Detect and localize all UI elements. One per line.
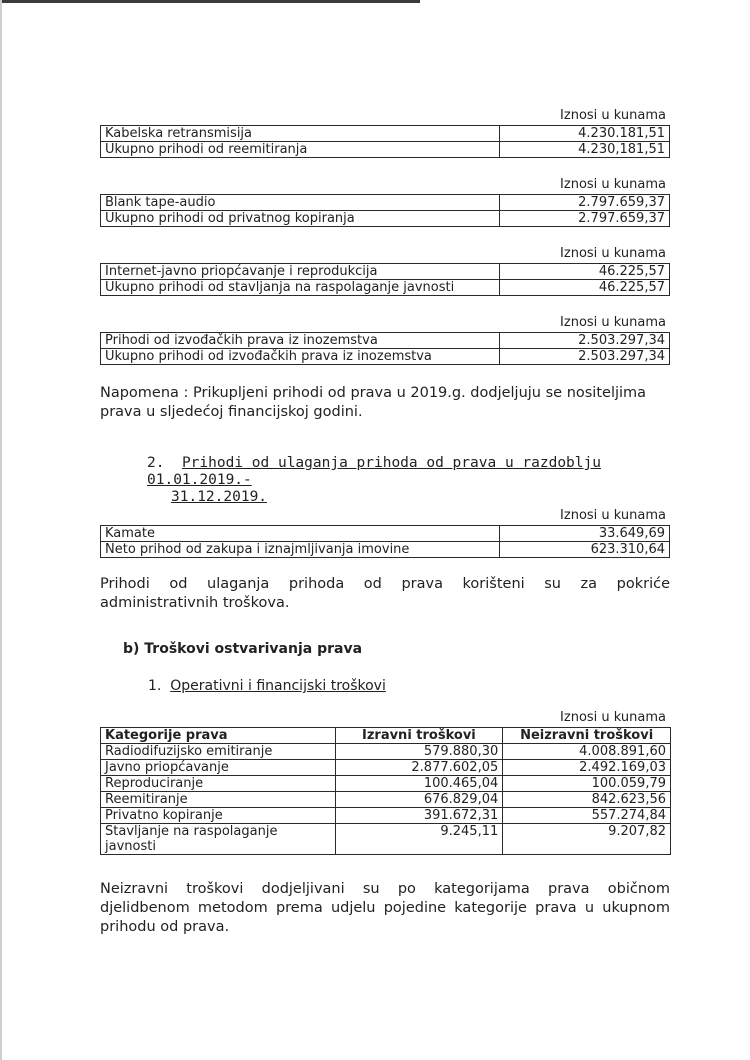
indirect-cost-cell: 842.623,56 — [503, 792, 671, 808]
note-line: Napomena : Prikupljeni prihodi od prava u 2019.g. dodjeljuju se nositeljima — [100, 385, 647, 401]
category-line: javnosti — [105, 839, 156, 854]
investment-income-table — [100, 525, 670, 558]
row-value: 2.797.659,37 — [500, 211, 670, 227]
direct-cost-cell: 391.672,31 — [335, 808, 503, 824]
private-copy-income-table — [100, 194, 670, 227]
table-row — [101, 333, 670, 349]
table-row — [101, 211, 670, 227]
row-value: 2.797.659,37 — [500, 195, 670, 211]
paragraph-line: prihodu od prava. — [100, 919, 230, 935]
reemitting-income-table — [100, 125, 670, 158]
unit-label: Iznosi u kunama — [560, 315, 666, 330]
table-row — [101, 744, 671, 760]
unit-label: Iznosi u kunama — [560, 177, 666, 192]
investment-note-paragraph — [100, 575, 670, 613]
note-line: prava u sljedećoj financijskoj godini. — [100, 404, 363, 420]
indirect-cost-cell: 557.274,84 — [503, 808, 671, 824]
costs-by-category-table — [100, 727, 671, 855]
indirect-cost-cell: 2.492.169,03 — [503, 760, 671, 776]
table-row — [101, 542, 670, 558]
paragraph-line: djelidbenom metodom prema udjelu pojedine kategorije prava u ukupnom — [100, 900, 670, 916]
row-value: 33.649,69 — [500, 526, 670, 542]
row-label: Ukupno prihodi od privatnog kopiranja — [101, 211, 500, 227]
investment-income-heading — [147, 455, 687, 506]
column-header: Izravni troškovi — [335, 728, 503, 744]
table-header-row — [101, 728, 671, 744]
category-cell: Privatno kopiranje — [101, 808, 336, 824]
table-row — [101, 824, 671, 855]
unit-label: Iznosi u kunama — [560, 108, 666, 123]
table-row — [101, 792, 671, 808]
table-row — [101, 760, 671, 776]
row-value: 2.503.297,34 — [500, 333, 670, 349]
column-header: Kategorije prava — [101, 728, 336, 744]
scan-top-edge — [0, 0, 420, 3]
category-cell: Javno priopćavanje — [101, 760, 336, 776]
direct-cost-cell: 676.829,04 — [335, 792, 503, 808]
row-label: Ukupno prihodi od stavljanja na raspolaganje javnosti — [101, 280, 500, 296]
table-row — [101, 195, 670, 211]
table-row — [101, 142, 670, 158]
category-cell: Reproduciranje — [101, 776, 336, 792]
table-row — [101, 526, 670, 542]
table-row — [101, 280, 670, 296]
item-number: 2. — [147, 455, 165, 471]
public-availability-income-table — [100, 263, 670, 296]
column-header: Neizravni troškovi — [503, 728, 671, 744]
category-line: Stavljanje na raspolaganje — [105, 824, 278, 839]
category-cell — [101, 824, 336, 855]
direct-cost-cell: 2.877.602,05 — [335, 760, 503, 776]
row-label: Ukupno prihodi od reemitiranja — [101, 142, 500, 158]
closing-paragraph — [100, 880, 670, 937]
indirect-cost-cell: 9.207,82 — [503, 824, 671, 855]
heading-line: 31.12.2019. — [171, 489, 268, 505]
row-value: 4.230,181,51 — [500, 142, 670, 158]
row-label: Kamate — [101, 526, 500, 542]
table-row — [101, 264, 670, 280]
section-b-heading: b) Troškovi ostvarivanja prava — [123, 641, 363, 657]
category-cell: Reemitiranje — [101, 792, 336, 808]
row-label: Neto prihod od zakupa i iznajmljivanja imovine — [101, 542, 500, 558]
direct-cost-cell: 9.245,11 — [335, 824, 503, 855]
indirect-cost-cell: 4.008.891,60 — [503, 744, 671, 760]
row-label: Ukupno prihodi od izvođačkih prava iz inozemstva — [101, 349, 500, 365]
foreign-rights-income-table — [100, 332, 670, 365]
note-paragraph — [100, 384, 670, 422]
row-label: Internet-javno priopćavanje i reprodukcija — [101, 264, 500, 280]
table-row — [101, 808, 671, 824]
row-label: Blank tape-audio — [101, 195, 500, 211]
item-number: 1. — [148, 678, 162, 694]
row-value: 4.230.181,51 — [500, 126, 670, 142]
direct-cost-cell: 100.465,04 — [335, 776, 503, 792]
table-row — [101, 349, 670, 365]
table-row — [101, 126, 670, 142]
unit-label: Iznosi u kunama — [560, 508, 666, 523]
operating-costs-heading — [148, 678, 386, 694]
paragraph-line: Prihodi od ulaganja prihoda od prava korišteni su za pokriće — [100, 576, 670, 592]
row-value: 2.503.297,34 — [500, 349, 670, 365]
unit-label: Iznosi u kunama — [560, 710, 666, 725]
heading-text: Operativni i financijski troškovi — [170, 678, 386, 694]
indirect-cost-cell: 100.059,79 — [503, 776, 671, 792]
paragraph-line: Neizravni troškovi dodjeljivani su po kategorijama prava običnom — [100, 881, 670, 897]
row-value: 623.310,64 — [500, 542, 670, 558]
row-value: 46.225,57 — [500, 280, 670, 296]
heading-line: Prihodi od ulaganja prihoda od prava u razdoblju 01.01.2019.- — [147, 455, 601, 488]
table-row — [101, 776, 671, 792]
row-value: 46.225,57 — [500, 264, 670, 280]
row-label: Kabelska retransmisija — [101, 126, 500, 142]
scan-left-edge — [0, 0, 2, 1060]
direct-cost-cell: 579.880,30 — [335, 744, 503, 760]
row-label: Prihodi od izvođačkih prava iz inozemstva — [101, 333, 500, 349]
paragraph-line: administrativnih troškova. — [100, 595, 290, 611]
category-cell: Radiodifuzijsko emitiranje — [101, 744, 336, 760]
unit-label: Iznosi u kunama — [560, 246, 666, 261]
